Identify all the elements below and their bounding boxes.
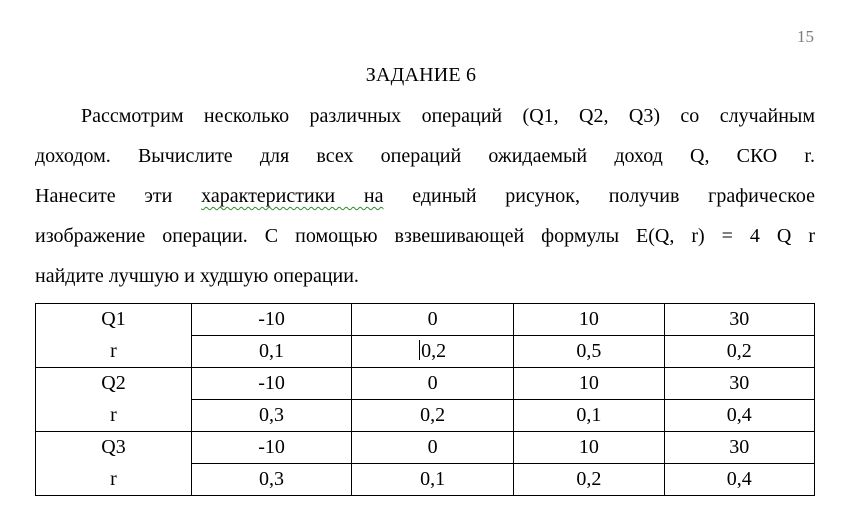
q-value-cell[interactable]: 30 (664, 432, 814, 464)
operation-name-cell[interactable]: Q1 (36, 304, 192, 336)
paragraph-line-2: доходом. Вычислите для всех операций ожидаемый доход Q, СКО r. (35, 145, 815, 167)
r-value-cell[interactable]: 0,2 (664, 336, 814, 368)
r-value-cell[interactable]: 0,2 (352, 400, 514, 432)
table-row (36, 400, 815, 432)
operation-name-cell[interactable]: Q3 (36, 432, 192, 464)
paragraph-line-3-start: Нанесите эти (35, 185, 173, 207)
task-title: ЗАДАНИЕ 6 (365, 64, 477, 86)
r-value-text: 0,2 (421, 340, 447, 362)
q-value-cell[interactable]: -10 (192, 304, 352, 336)
q-value-cell[interactable]: 10 (514, 432, 664, 464)
paragraph-line-5: найдите лучшую и худшую операции. (35, 265, 359, 287)
r-value-cell-with-cursor[interactable] (352, 336, 514, 368)
r-value-cell[interactable]: 0,4 (664, 464, 814, 496)
spellcheck-underlined-text[interactable]: характеристики на (201, 185, 384, 207)
r-value-cell[interactable]: 0,1 (352, 464, 514, 496)
table-row (36, 432, 815, 464)
page-number: 15 (797, 27, 814, 46)
q-value-cell[interactable]: 30 (664, 304, 814, 336)
r-label-cell[interactable]: r (36, 400, 192, 432)
r-value-cell[interactable]: 0,3 (192, 464, 352, 496)
operation-name-cell[interactable]: Q2 (36, 368, 192, 400)
r-label-cell[interactable]: r (36, 336, 192, 368)
paragraph-line-3-end: единый рисунок, получив графическое (412, 185, 816, 207)
r-value-cell[interactable]: 0,2 (514, 464, 664, 496)
q-value-cell[interactable]: 0 (352, 368, 514, 400)
q-value-cell[interactable]: 10 (514, 368, 664, 400)
table-row (36, 336, 815, 368)
r-value-cell[interactable]: 0,1 (514, 400, 664, 432)
q-value-cell[interactable]: -10 (192, 368, 352, 400)
r-label-cell[interactable]: r (36, 464, 192, 496)
r-value-cell[interactable]: 0,4 (664, 400, 814, 432)
paragraph-line-4: изображение операции. С помощью взвешивающей формулы E(Q, r) = 4 Q r (35, 225, 815, 247)
text-cursor (419, 340, 420, 360)
q-value-cell[interactable]: 0 (352, 304, 514, 336)
table-row (36, 368, 815, 400)
q-value-cell[interactable]: 10 (514, 304, 664, 336)
paragraph-line-1: Рассмотрим несколько различных операций (Q1, Q2, Q3) со случайным (81, 105, 815, 127)
q-value-cell[interactable]: -10 (192, 432, 352, 464)
q-value-cell[interactable]: 0 (352, 432, 514, 464)
q-value-cell[interactable]: 30 (664, 368, 814, 400)
r-value-cell[interactable]: 0,5 (514, 336, 664, 368)
table-row (36, 304, 815, 336)
r-value-cell[interactable]: 0,1 (192, 336, 352, 368)
task-paragraph (35, 96, 815, 296)
table-row (36, 464, 815, 496)
r-value-cell[interactable]: 0,3 (192, 400, 352, 432)
paragraph-line-3 (35, 176, 815, 216)
operations-table (35, 303, 815, 496)
